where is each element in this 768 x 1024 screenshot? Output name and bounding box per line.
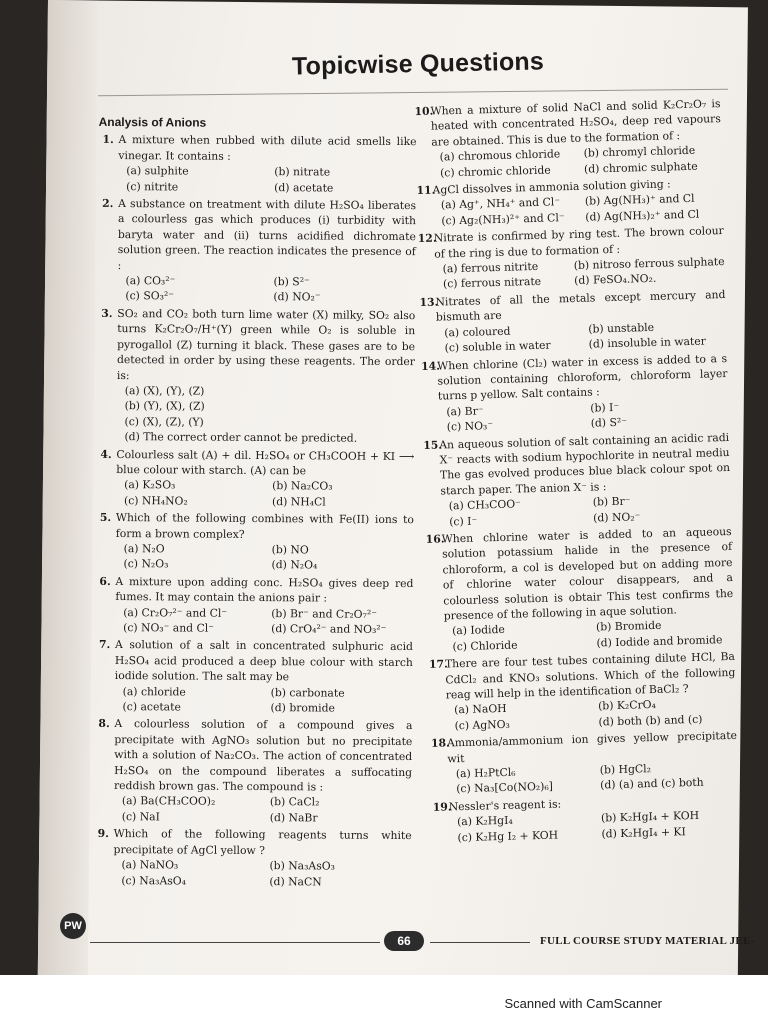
question-number: 6. — [99, 574, 111, 588]
question-item — [98, 132, 416, 196]
option-grid — [114, 793, 412, 826]
answer-option: (d) insoluble in water — [588, 334, 707, 351]
answer-option: (a) NaOH — [454, 702, 507, 717]
question-text: A solution of a salt in concentrated sulphuric acid H₂SO₄ acid produced a deep blue colour with starch iodide solution. The salt may be — [114, 638, 414, 684]
question-item — [93, 826, 411, 890]
question-number: 15. — [423, 438, 443, 452]
section-heading: Analysis of Anions — [98, 114, 207, 130]
option-grid — [438, 397, 729, 435]
question-number: 14. — [421, 359, 441, 373]
question-text: SO₂ and CO₂ both turn lime water (X) milky, SO₂ also turns K₂Cr₂O₇/H⁺(Y) green while O₂ is soluble in pyrogallol (Z) turning it black. These gases are to be detected in order by using these reagents. The order is: — [116, 306, 416, 382]
question-item — [419, 429, 731, 530]
option-grid — [444, 616, 735, 654]
answer-option: (c) Na₃AsO₄ — [121, 873, 187, 888]
question-item — [417, 350, 729, 435]
answer-option: (a) coloured — [444, 324, 511, 340]
answer-option: (c) NaI — [121, 809, 160, 824]
answer-option: (b) Br⁻ and Cr₂O₇²⁻ — [271, 606, 377, 621]
answer-option: (b) Na₂CO₃ — [272, 479, 333, 493]
question-text: When a mixture of solid NaCl and solid K₂Cr₂O₇ is heated with concentrated H₂SO₄, deep red vapours are obtained. This is due to the formation of : — [430, 97, 721, 149]
option-grid — [113, 857, 411, 890]
option-grid — [115, 684, 413, 717]
question-number: 7. — [98, 638, 111, 652]
question-number: 8. — [98, 717, 110, 731]
question-number: 9. — [97, 827, 110, 841]
answer-option — [363, 385, 414, 401]
answer-option: (c) AgNO₃ — [454, 717, 510, 733]
question-list-right — [410, 96, 739, 846]
option-grid — [118, 163, 416, 196]
question-number: 10. — [414, 104, 434, 119]
option-grid — [116, 383, 414, 447]
answer-option: (a) chromous chloride — [439, 147, 561, 164]
answer-option: (c) N₂O₃ — [123, 557, 169, 571]
question-item — [97, 196, 416, 306]
question-item — [410, 96, 722, 181]
answer-option: (b) HgCl₂ — [599, 762, 652, 777]
option-grid — [116, 541, 414, 574]
answer-option: (c) (X), (Z), (Y) — [124, 414, 204, 429]
answer-option: (c) nitrite — [126, 179, 179, 194]
answer-option: (d) FeSO₄.NO₂. — [574, 272, 657, 288]
option-grid — [446, 695, 737, 733]
answer-option: (b) S²⁻ — [273, 275, 310, 289]
binding-shadow — [38, 0, 98, 980]
question-text: Nessler's reagent is: — [448, 797, 562, 814]
question-item — [95, 637, 414, 716]
answer-option: (c) K₂Hg I₂ + KOH — [457, 828, 559, 844]
question-text: When chlorine (Cl₂) water in excess is added to a s solution containing chloroform, chloroform layer turns p yellow. Salt contains : — [436, 351, 728, 403]
question-item — [96, 510, 414, 574]
answer-option: (b) Bromide — [595, 619, 662, 634]
question-text: When chlorine water is added to an aqueous solution potassium halide in the presence of chloroform, a col is developed but on adding more of chlorine water colour disappears, and a colourless solution is obtair This test confirms the presence of the following in aque solution. — [441, 524, 734, 623]
answer-option: (a) H₂PtCl₆ — [455, 765, 516, 781]
footer-divider-left — [90, 942, 380, 943]
answer-option: (a) (X), (Y), (Z) — [124, 383, 205, 398]
answer-option: (d) CrO₄²⁻ and NO₃²⁻ — [271, 622, 387, 636]
question-number: 5. — [99, 511, 112, 525]
question-number: 12. — [417, 231, 437, 246]
answer-option: (c) Na₃[Co(NO₂)₆] — [456, 780, 554, 796]
answer-option — [363, 415, 414, 431]
page-title: Topicwise Questions — [291, 47, 545, 81]
answer-option: (b) Ag(NH₃)⁺ and Cl — [584, 192, 695, 209]
answer-option: (b) chromyl chloride — [583, 143, 696, 160]
answer-option: (c) I⁻ — [449, 514, 478, 528]
answer-option: (d) both (b) and (c) — [598, 712, 703, 729]
question-text: A mixture upon adding conc. H₂SO₄ gives deep red fumes. It may contain the anions pair : — [115, 574, 414, 605]
question-item — [422, 524, 735, 655]
answer-option: (b) CaCl₂ — [269, 795, 320, 809]
answer-option: (a) CO₃²⁻ — [125, 274, 176, 288]
answer-option: (d) NO₂⁻ — [593, 509, 641, 525]
question-number: 2. — [102, 196, 114, 211]
page-number: 66 — [384, 931, 424, 951]
answer-option: (a) Iodide — [451, 623, 506, 638]
question-number: 19. — [432, 800, 452, 814]
right-column — [410, 96, 739, 848]
answer-option: (d) S²⁻ — [590, 415, 628, 430]
question-item — [414, 223, 726, 293]
answer-option: (b) nitrate — [274, 165, 331, 179]
answer-option: (d) NH₄Cl — [271, 494, 326, 509]
question-number: 1. — [102, 133, 114, 147]
option-grid — [117, 273, 415, 306]
question-text: A colourless solution of a compound gives a precipitate with AgNO₃ solution but no precipitate with a solution of Na₂CO₃. The action of concentrated H₂SO₄ on the compound liberates a suffocating reddish brown gas. The compound is : — [113, 717, 413, 794]
option-grid — [449, 807, 740, 845]
answer-option: (b) unstable — [588, 320, 655, 336]
option-grid — [115, 605, 413, 638]
question-text: A substance on treatment with dilute H₂SO₄ liberates a colourless gas which produces (i) turbidity with baryta water and (ii) turns acidified dichromate solution green. The reaction indicates the presence of : — [117, 197, 417, 272]
question-text: Which of the following reagents turns white precipitate of AgCl yellow ? — [113, 827, 412, 857]
question-item — [429, 792, 740, 846]
question-number: 18. — [430, 736, 451, 751]
answer-option: (a) K₂HgI₄ — [456, 814, 513, 829]
option-grid — [448, 759, 739, 797]
question-item — [94, 716, 413, 826]
answer-option: (a) sulphite — [126, 164, 189, 178]
brand-logo-icon: PW — [60, 913, 86, 939]
question-number: 3. — [101, 306, 113, 320]
answer-option: (b) I⁻ — [590, 400, 620, 415]
question-item — [96, 306, 415, 447]
answer-option: (b) Na₃AsO₃ — [269, 859, 336, 873]
answer-option — [363, 400, 414, 416]
question-number: 13. — [419, 295, 439, 309]
answer-option: (d) Iodide and bromide — [596, 633, 723, 650]
answer-option: (c) acetate — [122, 700, 181, 714]
answer-option: (b) NO — [271, 543, 309, 557]
question-text: An aqueous solution of salt containing an acidic radi X⁻ reacts with sodium hypochlorite in neutral mediu The gas evolved produces blue black colour spot on starch paper. The anion X⁻ is : — [439, 430, 731, 498]
answer-option: (b) (Y), (X), (Z) — [124, 399, 205, 413]
question-number: 16. — [425, 532, 445, 546]
answer-option: (c) Chloride — [452, 638, 518, 654]
answer-option: (a) CH₃COO⁻ — [448, 497, 521, 513]
answer-option: (a) Br⁻ — [446, 404, 484, 419]
answer-option: (d) NaCN — [269, 874, 322, 888]
question-text: A mixture when rubbed with dilute acid smells like vinegar. It contains : — [118, 133, 417, 163]
answer-option: (c) SO₃²⁻ — [125, 289, 175, 303]
question-text: Colourless salt (A) + dil. H₂SO₄ or CH₃COOH + KI ⟶ blue colour with starch. (A) can be — [116, 447, 415, 478]
option-grid — [116, 477, 414, 510]
question-text: Which of the following combines with Fe(II) ions to form a brown complex? — [115, 511, 414, 541]
answer-option: (a) Cr₂O₇²⁻ and Cl⁻ — [123, 605, 228, 620]
scanner-watermark: Scanned with CamScanner — [504, 996, 662, 1011]
question-item — [96, 446, 414, 510]
option-grid — [434, 254, 725, 292]
answer-option: (d) bromide — [270, 701, 335, 715]
question-list-left — [93, 132, 416, 890]
question-item — [427, 728, 739, 798]
answer-option: (c) Ag₂(NH₃)²⁺ and Cl⁻ — [441, 211, 565, 228]
answer-option: (c) NO₃⁻ — [446, 419, 494, 434]
option-grid — [433, 190, 724, 228]
answer-option: (d) K₂HgI₄ + KI — [601, 824, 686, 841]
option-grid — [441, 491, 732, 529]
footer-title: FULL COURSE STUDY MATERIAL JEE- — [540, 935, 755, 947]
question-item — [415, 287, 727, 357]
answer-option: (d) N₂O₄ — [271, 558, 318, 572]
question-number: 17. — [428, 657, 448, 672]
answer-option: (a) K₂SO₃ — [124, 478, 176, 492]
answer-option: (a) N₂O — [123, 542, 165, 556]
answer-option: (b) K₂CrO₄ — [597, 698, 657, 713]
answer-option: (b) nitroso ferrous sulphate — [573, 255, 725, 273]
answer-option: (a) Ag⁺, NH₄⁺ and Cl⁻ — [440, 195, 561, 212]
option-grid — [436, 318, 727, 356]
footer-divider-right — [430, 942, 530, 943]
answer-option: (a) chloride — [122, 684, 186, 699]
answer-option: (d) The correct order cannot be predicted. — [124, 430, 358, 445]
answer-option: (a) NaNO₃ — [121, 858, 179, 872]
question-item — [95, 574, 413, 638]
answer-option: (c) NO₃⁻ and Cl⁻ — [123, 621, 214, 635]
answer-option — [363, 431, 414, 447]
answer-option: (c) chromic chloride — [439, 163, 551, 180]
answer-option: (a) Ba(CH₃COO)₂ — [121, 794, 216, 809]
answer-option: (c) NH₄NO₂ — [123, 493, 188, 508]
answer-option: (d) (a) and (c) both — [600, 776, 704, 792]
question-text: Ammonia/ammonium ion gives yellow precipitate wit — [446, 729, 738, 766]
answer-option: (b) K₂HgI₄ + KOH — [600, 809, 700, 825]
answer-option: (d) Ag(NH₃)₂⁺ and Cl — [585, 207, 700, 224]
question-text: There are four test tubes containing dilute HCl, Ba CdCl₂ and KNO₃ solutions. Which of the following reag will help in the identification of BaCl₂ ? — [444, 650, 736, 702]
answer-option: (b) carbonate — [270, 685, 345, 700]
answer-option: (d) NO₂⁻ — [273, 290, 321, 304]
question-text: AgCl dissolves in ammonia solution giving : — [432, 177, 671, 197]
question-text: Nitrates of all the metals except mercury and bismuth are — [435, 287, 726, 324]
question-number: 11. — [416, 183, 436, 198]
answer-option: (c) ferrous nitrate — [442, 275, 542, 291]
answer-option: (c) soluble in water — [444, 338, 551, 355]
option-grid — [432, 142, 723, 180]
answer-option: (b) Br⁻ — [592, 494, 631, 509]
answer-option: (d) acetate — [274, 180, 334, 195]
left-column — [93, 115, 416, 892]
question-item — [425, 649, 737, 734]
answer-option: (a) ferrous nitrite — [442, 259, 539, 276]
question-number: 4. — [100, 447, 112, 461]
question-item — [412, 175, 723, 229]
question-text: Nitrate is confirmed by ring test. The brown colour of the ring is due to formation of : — [433, 224, 724, 261]
answer-option: (d) NaBr — [269, 810, 318, 825]
answer-option: (d) chromic sulphate — [583, 159, 698, 176]
